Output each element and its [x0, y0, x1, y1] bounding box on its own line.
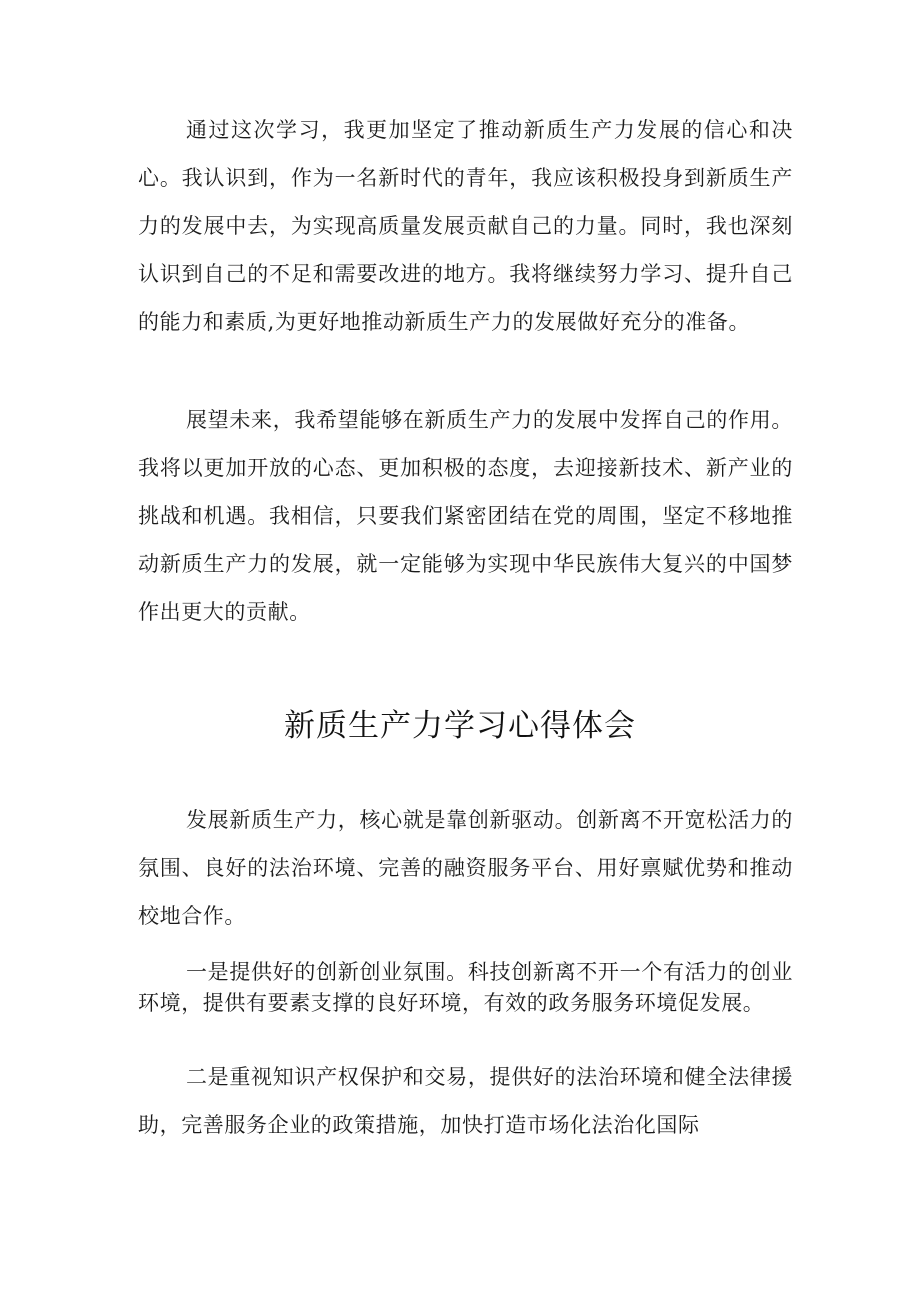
- paragraph-point-two: 二是重视知识产权保护和交易，提供好的法治环境和健全法律援助，完善服务企业的政策措施，加快打造市场化法治化国际: [138, 1065, 793, 1137]
- paragraph-study-reflection: 通过这次学习，我更加坚定了推动新质生产力发展的信心和决心。我认识到，作为一名新时代的青年，我应该积极投身到新质生产力的发展中去，为实现高质量发展贡献自己的力量。同时，我也深刻认识到自己的不足和需要改进的地方。我将继续努力学习、提升自己的能力和素质,为更好地推动新质生产力的发展做好充分的准备。: [138, 118, 793, 334]
- paragraph-point-one: 一是提供好的创新创业氛围。科技创新离不开一个有活力的创业环境，提供有要素支撑的良好环境，有效的政务服务环境促发展。: [138, 960, 793, 1015]
- document-title: 新质生产力学习心得体会: [284, 708, 636, 744]
- paragraph-innovation-core: 发展新质生产力，核心就是靠创新驱动。创新离不开宽松活力的氛围、良好的法治环境、完善的融资服务平台、用好禀赋优势和推动校地合作。: [138, 808, 793, 928]
- paragraph-future-outlook: 展望未来，我希望能够在新质生产力的发展中发挥自己的作用。我将以更加开放的心态、更加积极的态度，去迎接新技术、新产业的挑战和机遇。我相信，只要我们紧密团结在党的周围，坚定不移地推动新质生产力的发展，就一定能够为实现中华民族伟大复兴的中国梦作出更大的贡献。: [138, 408, 793, 624]
